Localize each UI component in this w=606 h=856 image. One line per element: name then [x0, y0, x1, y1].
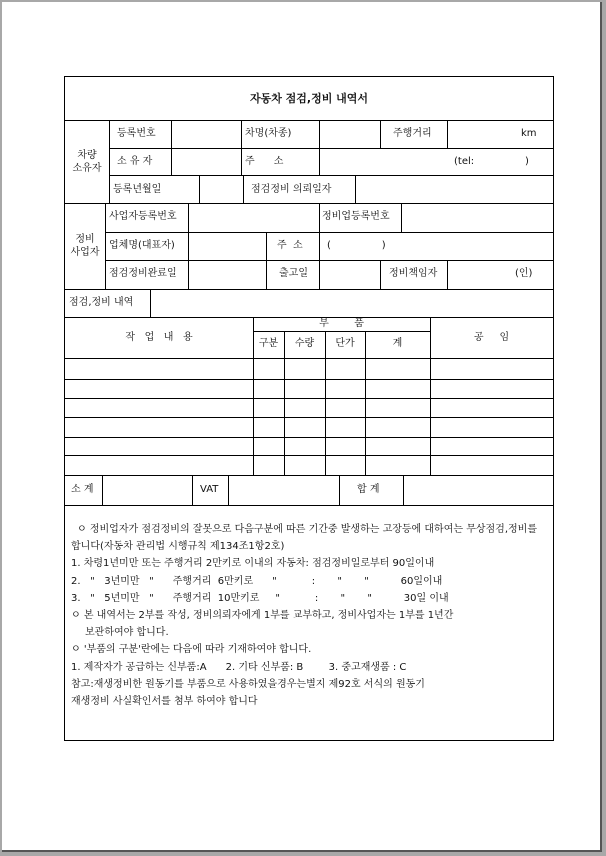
tel-field: (tel: ) [454, 156, 529, 167]
details-label: 점검,정비 내역 [69, 297, 134, 308]
reg-year-label: 등록년월일 [113, 184, 162, 195]
note-line: 1. 제작자가 공급하는 신부품:A 2. 기타 신부품: B 3. 중고재생품 : C [71, 661, 407, 673]
labor-header: 공 임 [473, 332, 510, 343]
note-line: 참고:재생정비한 원동기를 부품으로 사용하였을경우는별지 제92호 서식의 원동기 [71, 678, 425, 690]
note-line: 재생정비 사실확인서를 첨부 하여야 합니다 [71, 696, 258, 708]
kind-header: 구분 [258, 338, 279, 349]
document-page [2, 2, 602, 852]
mileage-label: 주행거리 [393, 128, 432, 139]
repair-reg-no-label: 정비업등록번호 [322, 211, 390, 222]
owner-section-label: 차량 소유자 [72, 150, 102, 174]
note-line: ㅇ '부품의 구분'란에는 다음에 따라 기재하여야 합니다. [71, 644, 312, 656]
mileage-unit: km [521, 128, 537, 139]
work-header: 작 업 내 용 [125, 332, 193, 343]
note-line: 2. " 3년미만 " 주행거리 6만키로 " : " " 60일이내 [71, 575, 443, 587]
reg-no-label: 등록번호 [117, 128, 156, 139]
note-line: 1. 차령1년미만 또는 주행거리 2만키로 이내의 자동차: 점검정비일로부터 90일이내 [71, 558, 435, 570]
owner-label: 소 유 자 [117, 156, 153, 167]
out-date-label: 출고일 [279, 268, 308, 279]
parts-header: 부 품 [319, 318, 364, 329]
shop-address-label: 주 소 [277, 240, 303, 251]
car-name-label: 차명(차종) [245, 128, 292, 139]
done-date-label: 점검정비완료일 [109, 268, 177, 279]
request-date-label: 점검정비 의뢰일자 [251, 184, 332, 195]
owner-address-label: 주 소 [245, 156, 284, 167]
qty-header: 수량 [294, 338, 315, 349]
shop-section-label: 정비 사업자 [70, 234, 100, 258]
seal-mark: (인) [515, 268, 533, 279]
price-header: 단가 [335, 338, 355, 349]
subtotal-label: 소 계 [71, 484, 94, 495]
grand-total-label: 합 계 [357, 484, 380, 495]
note-line: ㅇ 본 내역서는 2부를 작성, 정비의뢰자에게 1부를 교부하고, 정비사업자는 1부를 1년간 [71, 610, 454, 622]
inspection-form [64, 76, 554, 741]
form-title: 자동차 점검,정비 내역서 [249, 92, 369, 105]
shop-address-paren: ( ) [327, 240, 386, 251]
biz-no-label: 사업자등록번호 [109, 211, 177, 222]
company-label: 업체명(대표자) [109, 240, 175, 251]
manager-label: 정비책임자 [389, 268, 438, 279]
total-header: 계 [392, 338, 403, 349]
vat-label: VAT [200, 484, 219, 495]
note-line: 3. " 5년미만 " 주행거리 10만키로 " : " " 30일 이내 [71, 592, 449, 604]
note-line: 보관하여야 합니다. [85, 627, 169, 639]
note-line: ㅇ 정비업자가 점검정비의 잘못으로 다음구분에 따른 기간중 발생하는 고장등에 대하여는 무상점검,정비를 합니다(자동차 관리법 시행규칙 제134조1항2호) [71, 524, 538, 553]
notes-block [71, 521, 549, 710]
